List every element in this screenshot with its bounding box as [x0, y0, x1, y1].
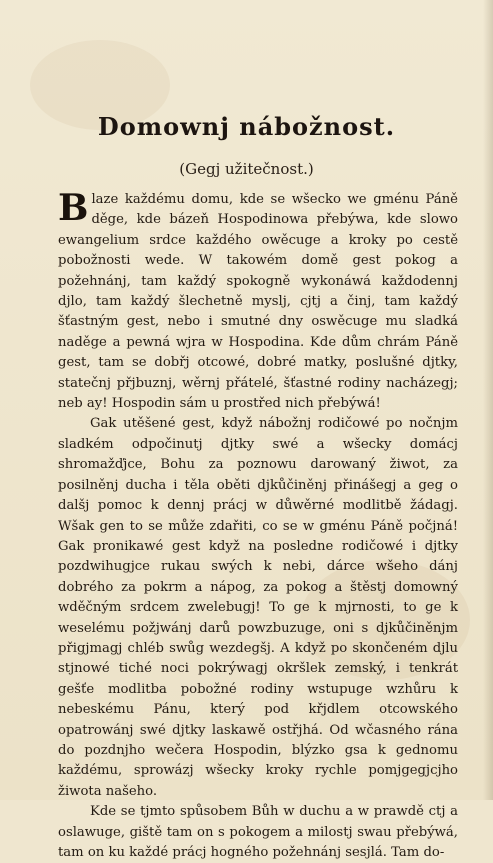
paragraph-2	[58, 414, 458, 802]
body-text	[58, 187, 458, 863]
paragraph-3	[58, 802, 458, 863]
paragraph-text: Kde se tjmto spůsobem Bůh w duchu a w prawdě ctj a oslawuge, giště tam on s pokogem a milostj swau přebýwá, tam on ku každé prácj hogného požehnánj sesjlá. Tam do-	[58, 804, 458, 860]
page-title: Domownj nábožnost.	[97, 112, 396, 141]
page-subtitle: (Gegj užitečnost.)	[179, 160, 314, 178]
drop-cap: B	[58, 187, 89, 229]
paragraph-1	[58, 187, 458, 414]
paragraph-text: Gak utěšené gest, když nábožnj rodičowé po nočnjm sladkém odpočinutj djtky swé a wšecky domácj shromažďjce, Bohu za poznowu darowaný žiwot, za posilněnj ducha i těla oběti djkůčiněnj přinášegj a geg o dalšj pomoc k dennj prácj w důwěrné modlitbě žádagj. Wšak gen to se může zdařiti, co se w gménu Páně počjná! Gak pronikawé gest když na posledne rodičowé i djtky pozdwihugjce rukau swých k nebi, dárce wšeho dánj dobrého za pokrm a nápog, za pokog a štěstj domowný wděčným srdcem zwelebugj! To ge k mjrnosti, to ge k weselému požjwánj darů powzbuzuge, oni s djkůčiněnjm přigjmagj chléb swůg wezdegšj. A když po skončeném djlu stjnowé tiché noci pokrýwagj okršlek zemský, i tenkrát gešťe modlitba pobožné rodiny wstupuge wzhůru k nebeskému Pánu, který pod křjdlem otcowského opatrowánj swé djtky laskawě ostřjhá. Od wčasného rána do pozdnjho wečera Hospodin, blýzko gsa k gednomu každému, sprowázj wšecky kroky rychle pomjgegjcjho žiwota našeho.	[58, 416, 458, 799]
paragraph-text: laze každému domu, kde se wšecko we gménu Páně děge, kde bázeň Hospodinowa přebýwa, kde slowo ewangelium srdce každého owěcuge a kroky po cestě pobožnosti wede. W takowém domě gest pokog a požehnánj, tam každý spokogně wykonáwá každodennj djlo, tam každý šlechetně myslj, cjtj a činj, tam každý šťastným gest, nebo i smutné dny oswěcuge mu sladká naděge a pewná wjra w Hospodina. Kde dům chrám Páně gest, tam se dobřj otcowé, dobré matky, poslušné djtky, statečnj přjbuznj, wěrnj přátelé, šťastné rodiny nacházegj; neb ay! Hospodin sám u prostřed nich přebýwá!	[58, 192, 458, 412]
